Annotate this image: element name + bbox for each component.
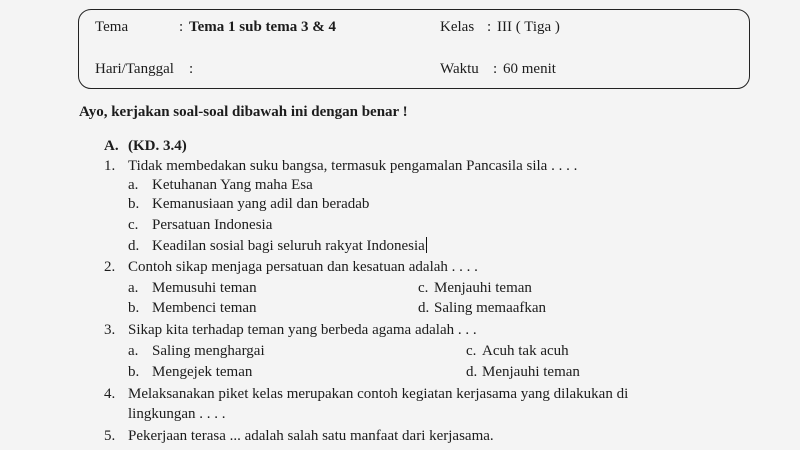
option-item [128, 237, 427, 255]
header-box [78, 9, 750, 89]
question-text: Melaksanakan piket kelas merupakan contoh kegiatan kerjasama yang dilakukan di [128, 386, 629, 402]
text-cursor [426, 237, 427, 253]
option-text: Persatuan Indonesia [152, 217, 273, 233]
option-letter: a. [128, 343, 139, 359]
question-text: Pekerjaan terasa ... adalah salah satu manfaat dari kerjasama. [128, 428, 494, 444]
tema-label: Tema [95, 19, 129, 35]
option-letter: d. [418, 300, 430, 316]
option-item [128, 196, 369, 213]
option-letter: d. [466, 364, 478, 380]
option-letter: c. [466, 343, 477, 359]
question-text: Contoh sikap menjaga persatuan dan kesatuan adalah . . . . [128, 259, 478, 275]
hari-tanggal-label: Hari/Tanggal [95, 61, 174, 77]
kelas-separator: : [487, 19, 492, 35]
option-item [128, 280, 257, 297]
question-number: 5. [104, 428, 116, 444]
hari-tanggal-separator: : [189, 61, 194, 77]
question-text: Tidak membedakan suku bangsa, termasuk pengamalan Pancasila sila . . . . [128, 158, 578, 174]
option-item [418, 280, 532, 297]
section-letter: A. [104, 138, 119, 154]
option-item [128, 300, 257, 317]
option-item [466, 343, 569, 360]
option-text: Menjauhi teman [482, 364, 580, 380]
option-letter: b. [128, 364, 140, 380]
option-item [418, 300, 546, 317]
tema-value: Tema 1 sub tema 3 & 4 [189, 19, 336, 35]
kelas-label: Kelas [440, 19, 475, 35]
option-letter: a. [128, 177, 139, 193]
option-text: Ketuhanan Yang maha Esa [152, 177, 313, 193]
question-number: 1. [104, 158, 116, 174]
waktu-value: 60 menit [503, 61, 556, 77]
kelas-value: III ( Tiga ) [497, 19, 560, 35]
option-letter: b. [128, 196, 140, 212]
option-item [466, 364, 580, 381]
question-number: 3. [104, 322, 116, 338]
option-text: Mengejek teman [152, 364, 253, 380]
option-text: Membenci teman [152, 300, 257, 316]
section-title: (KD. 3.4) [128, 138, 187, 154]
tema-separator: : [179, 19, 184, 35]
option-text: Memusuhi teman [152, 280, 257, 296]
option-letter: c. [418, 280, 429, 296]
option-text: Kemanusiaan yang adil dan beradab [152, 196, 370, 212]
question-text-continuation: lingkungan . . . . [128, 406, 226, 422]
waktu-separator: : [493, 61, 498, 77]
instruction-text: Ayo, kerjakan soal-soal dibawah ini dengan benar ! [79, 104, 408, 120]
question-number: 2. [104, 259, 116, 275]
option-item [128, 343, 265, 360]
option-item [128, 364, 252, 381]
option-letter: d. [128, 238, 140, 254]
question-text: Sikap kita terhadap teman yang berbeda agama adalah . . . [128, 322, 477, 338]
option-letter: b. [128, 300, 140, 316]
option-item [128, 217, 272, 234]
option-item [128, 177, 313, 194]
option-text: Acuh tak acuh [482, 343, 569, 359]
option-text: Keadilan sosial bagi seluruh rakyat Indonesia [152, 238, 425, 254]
question-number: 4. [104, 386, 116, 402]
waktu-label: Waktu [440, 61, 479, 77]
option-text: Saling menghargai [152, 343, 265, 359]
option-text: Saling memaafkan [434, 300, 547, 316]
option-letter: c. [128, 217, 139, 233]
option-letter: a. [128, 280, 139, 296]
option-text: Menjauhi teman [434, 280, 532, 296]
